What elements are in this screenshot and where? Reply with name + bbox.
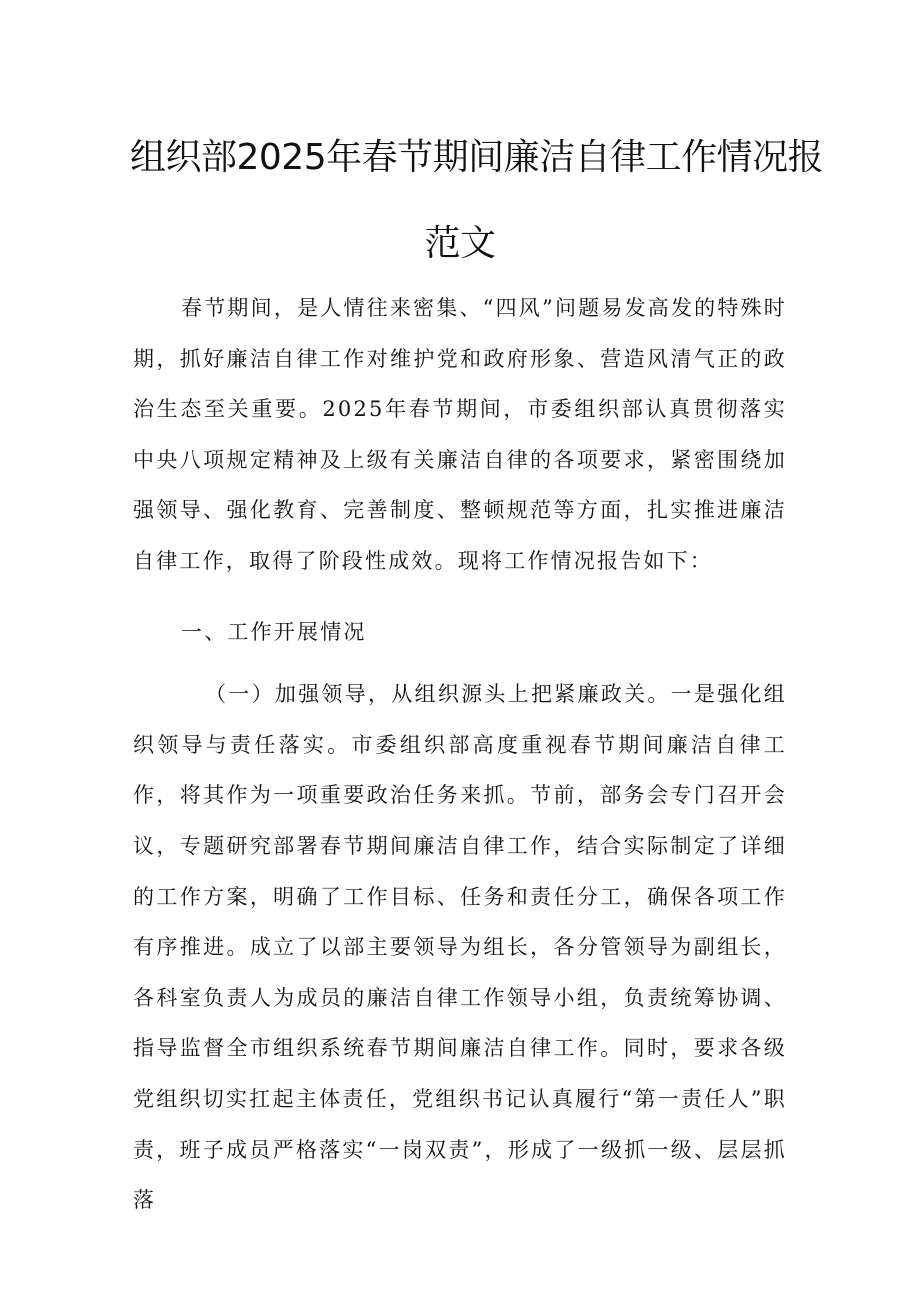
- document-title-line-1: 组织部2025年春节期间廉洁自律工作情况报: [130, 137, 824, 178]
- document-title-line-2: 范文: [424, 223, 496, 264]
- document-body: [133, 283, 787, 1226]
- section-1-paragraph-1: （一）加强领导，从组织源头上把紧廉政关。一是强化组织领导与责任落实。市委组织部高度重视春节期间廉洁自律工作，将其作为一项重要政治任务来抓。节前，部务会专门召开会议，专题研究部署春节期间廉洁自律工作，结合实际制定了详细的工作方案，明确了工作目标、任务和责任分工，确保各项工作有序推进。成立了以部主要领导为组长，各分管领导为副组长，各科室负责人为成员的廉洁自律工作领导小组，负责统筹协调、指导监督全市组织系统春节期间廉洁自律工作。同时，要求各级党组织切实扛起主体责任，党组织书记认真履行“第一责任人”职责，班子成员严格落实“一岗双责”，形成了一级抓一级、层层抓落: [133, 682, 787, 1213]
- section-1-heading: 一、工作开展情况: [181, 619, 367, 644]
- intro-paragraph: 春节期间，是人情往来密集、“四风”问题易发高发的特殊时期，抓好廉洁自律工作对维护党和政府形象、营造风清气正的政治生态至关重要。2025年春节期间，市委组织部认真贯彻落实中央八项规定精神及上级有关廉洁自律的各项要求，紧密围绕加强领导、强化教育、完善制度、整顿规范等方面，扎实推进廉洁自律工作，取得了阶段性成效。现将工作情况报告如下：: [133, 296, 787, 573]
